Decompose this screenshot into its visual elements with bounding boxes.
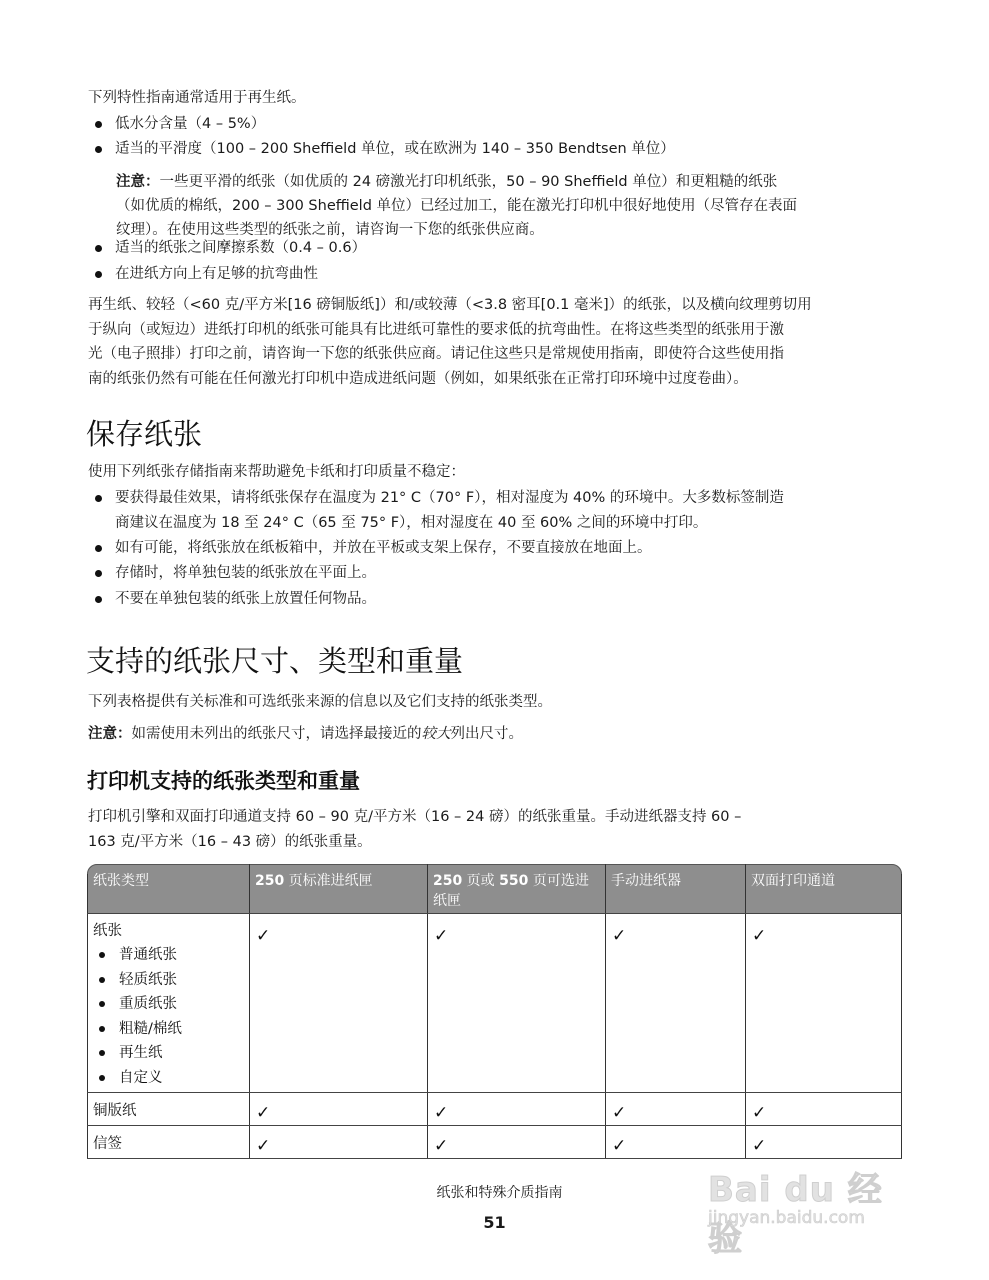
paper-subtypes — [93, 943, 243, 1090]
bullet-friction: 适当的纸张之间摩擦系数（0.4 – 0.6） — [93, 236, 925, 261]
bullet-smoothness: 适当的平滑度（100 – 200 Sheffield 单位，或在欧洲为 140 – 350 Bendtsen 单位） — [93, 137, 925, 162]
subtype-item: 重质纸张 — [93, 992, 243, 1017]
header-num: 550 — [499, 873, 529, 889]
storage-intro: 使用下列纸张存储指南来帮助避免卡纸和打印质量不稳定： — [88, 464, 465, 480]
paper-types-table — [87, 864, 902, 1159]
paragraph-line: 于纵向（或短边）进纸打印机的纸张可能具有比进纸可靠性的要求低的抗弯曲性。在将这些类型的纸张用于激 — [88, 321, 784, 338]
table-row-coated-type: 铜版纸 — [93, 1103, 137, 1119]
bullet-carton: 如有可能，将纸张放在纸板箱中，并放在平板或支架上保存，不要直接放在地面上。 — [93, 536, 925, 561]
footer-title-text: 纸张和特殊介质指南 — [436, 1185, 563, 1201]
check-icon: ✓ — [434, 1103, 449, 1123]
types-subheading: 打印机支持的纸张类型和重量 — [87, 769, 360, 793]
header-num: 250 — [433, 873, 463, 889]
bullet-stiffness: 在进纸方向上有足够的抗弯曲性 — [93, 262, 925, 287]
baidu-watermark — [700, 1160, 900, 1259]
check-icon: ✓ — [752, 1136, 767, 1156]
header-label: 页标准进纸匣 — [284, 873, 373, 889]
check-icon: ✓ — [612, 1136, 627, 1156]
paragraph-line: 再生纸、较轻（<60 克/平方米[16 磅铜版纸]）和/或较薄（<3.8 密耳[0.1 毫米]）的纸张，以及横向纹理剪切用 — [88, 297, 812, 313]
check-icon: ✓ — [434, 1136, 449, 1156]
subtype-item: 粗糙/棉纸 — [93, 1017, 243, 1042]
paper-type-label: 纸张 — [93, 923, 122, 939]
note-emphasis: 较大 — [421, 726, 451, 742]
row-divider — [87, 1092, 902, 1093]
check-icon: ✓ — [612, 1103, 627, 1123]
header-label: 双面打印通道 — [751, 873, 835, 889]
check-icon: ✓ — [434, 926, 449, 946]
check-icon: ✓ — [752, 1103, 767, 1123]
table-border-right — [901, 874, 902, 1159]
bullet-line: 商建议在温度为 18 至 24° C（65 至 75° F），相对湿度在 40 至 60% 之间的环境中打印。 — [115, 514, 708, 531]
supported-intro: 下列表格提供有关标准和可选纸张来源的信息以及它们支持的纸张类型。 — [88, 694, 552, 710]
header-label: 页或 — [462, 873, 500, 889]
page-number: 51 — [483, 1213, 506, 1232]
subtype-item: 轻质纸张 — [93, 968, 243, 993]
bullet-line: 要获得最佳效果，请将纸张保存在温度为 21° C（70° F），相对湿度为 40% 的环境中。大多数标签制造 — [115, 490, 784, 506]
table-row-paper-type — [87, 914, 249, 1092]
header-label: 页可选进 — [528, 873, 589, 889]
recycled-intro: 下列特性指南通常适用于再生纸。 — [88, 90, 306, 106]
header-paper-type — [87, 864, 249, 913]
recycled-paragraph — [88, 293, 903, 391]
bullet-no-objects: 不要在单独包装的纸张上放置任何物品。 — [93, 587, 925, 612]
header-num: 250 — [255, 873, 285, 889]
check-icon: ✓ — [256, 1103, 271, 1123]
storage-heading: 保存纸张 — [86, 417, 203, 451]
table-border-bottom — [87, 1158, 902, 1159]
note-label: 注意： — [116, 174, 160, 190]
header-label: 纸匣 — [433, 893, 461, 909]
bullet-moisture: 低水分含量（4 – 5%） — [93, 112, 925, 137]
header-label: 纸张类型 — [93, 873, 149, 889]
header-manual-feeder — [605, 864, 745, 913]
note-line: 纹理）。在使用这些类型的纸张之前，请咨询一下您的纸张供应商。 — [116, 222, 544, 238]
subtype-item: 自定义 — [93, 1066, 243, 1091]
intro-line: 163 克/平方米（16 – 43 磅）的纸张重量。 — [88, 833, 372, 850]
subtype-item: 普通纸张 — [93, 943, 243, 968]
note-text: 列出尺寸。 — [450, 726, 523, 742]
smoothness-note — [116, 170, 906, 242]
supported-note — [88, 722, 903, 747]
check-icon: ✓ — [612, 926, 627, 946]
header-standard-tray — [249, 864, 427, 913]
check-icon: ✓ — [752, 926, 767, 946]
note-text: 如需使用未列出的纸张尺寸，请选择最接近的 — [131, 726, 422, 742]
supported-heading: 支持的纸张尺寸、类型和重量 — [86, 644, 464, 678]
subtype-item: 再生纸 — [93, 1041, 243, 1066]
bullet-temperature — [93, 486, 925, 535]
watermark-url: jingyan.baidu.com — [708, 1208, 865, 1228]
table-row-letterhead-type: 信签 — [93, 1136, 122, 1152]
header-optional-tray — [427, 864, 605, 913]
types-intro — [88, 805, 903, 854]
paragraph-line: 光（电子照排）打印之前，请咨询一下您的纸张供应商。请记住这些只是常规使用指南，即使符合这些使用指 — [88, 346, 784, 362]
check-icon: ✓ — [256, 1136, 271, 1156]
note-line: （如优质的棉纸，200 – 300 Sheffield 单位）已经过加工，能在激光打印机中很好地使用（尽管存在表面 — [116, 198, 798, 214]
row-divider — [87, 1125, 902, 1126]
header-duplex-path — [745, 864, 902, 913]
paragraph-line: 南的纸张仍然有可能在任何激光打印机中造成进纸问题（例如，如果纸张在正常打印环境中过度卷曲）。 — [88, 370, 748, 387]
baidu-logo-icon: Bai du 经验 — [708, 1170, 883, 1259]
note-label: 注意： — [88, 726, 132, 742]
note-line: 一些更平滑的纸张（如优质的 24 磅激光打印机纸张，50 – 90 Sheffield 单位）和更粗糙的纸张 — [159, 174, 778, 190]
check-icon: ✓ — [256, 926, 271, 946]
intro-line: 打印机引擎和双面打印通道支持 60 – 90 克/平方米（16 – 24 磅）的纸张重量。手动进纸器支持 60 – — [88, 809, 742, 825]
bullet-flat: 存储时，将单独包装的纸张放在平面上。 — [93, 561, 925, 586]
header-label: 手动进纸器 — [611, 873, 681, 889]
